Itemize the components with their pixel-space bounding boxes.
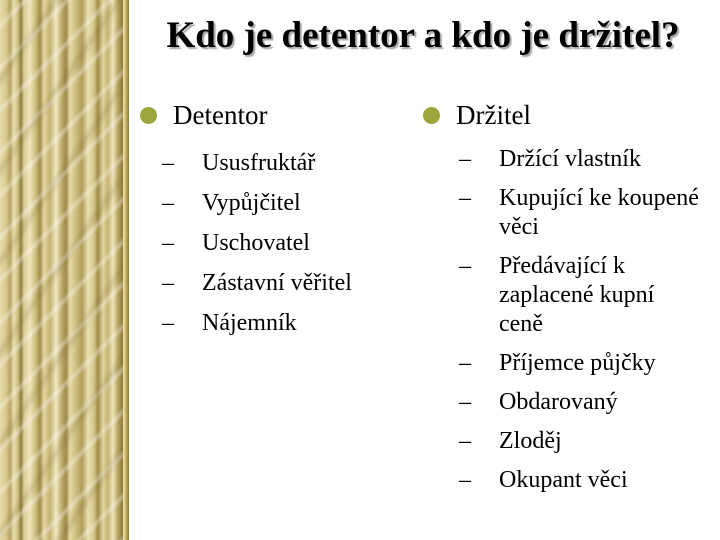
decorative-stripe-panel: [0, 0, 123, 540]
bullet-icon: [423, 107, 440, 124]
list-item: – Okupant věci: [459, 467, 628, 493]
bullet-icon: [140, 107, 157, 124]
list-item: – Ususfruktář: [162, 150, 316, 176]
list-item: – Kupující ke koupené věci: [459, 185, 699, 240]
detentor-column: [140, 100, 420, 349]
list-item: – Příjemce půjčky: [459, 350, 656, 376]
list-item: – Zástavní věřitel: [162, 270, 352, 296]
list-item: – Zloděj: [459, 428, 562, 454]
list-item: – Uschovatel: [162, 230, 310, 256]
list-item: – Vypůjčitel: [162, 190, 301, 216]
slide-title: Kdo je detentor a kdo je držitel?: [166, 15, 680, 56]
drzitel-list: [459, 145, 713, 495]
drzitel-heading-text: Držitel: [456, 100, 531, 130]
list-item: – Držící vlastník: [459, 146, 641, 172]
list-item: – Nájemník: [162, 310, 297, 336]
list-item: – Předávající k zaplacené kupní ceně: [459, 253, 655, 337]
detentor-list: [162, 149, 420, 338]
list-item: – Obdarovaný: [459, 389, 618, 415]
decorative-gold-bar: [123, 0, 129, 540]
drzitel-column: [423, 100, 713, 505]
detentor-heading-text: Detentor: [173, 100, 268, 130]
detentor-heading: [140, 100, 420, 131]
drzitel-heading: [423, 100, 713, 131]
